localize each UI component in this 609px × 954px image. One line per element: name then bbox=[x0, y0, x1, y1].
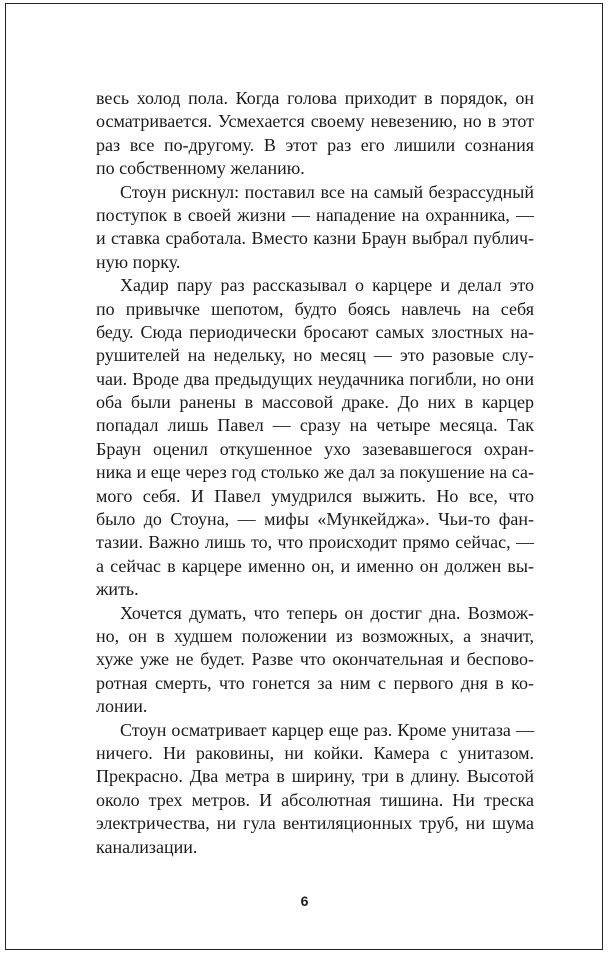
text-line: Прекрасно. Два метра в ширину, три в длину. Высотой bbox=[96, 766, 534, 787]
page-number: 6 bbox=[300, 893, 309, 909]
text-line: попадал лишь Павел — сразу на четыре месяца. Так bbox=[96, 415, 534, 436]
text-line: Хадир пару раз рассказывал о карцере и делал это bbox=[120, 275, 534, 296]
text-line: по привычке шепотом, будто боясь навлечь на себя bbox=[96, 298, 534, 319]
text-line: было до Стоуна, — мифы «Мункейджа». Чьи-то фан- bbox=[96, 509, 534, 530]
text-line: электричества, ни гула вентиляционных труб, ни шума bbox=[96, 813, 534, 834]
text-line: хуже уже не будет. Разве что окончательная и беспово- bbox=[96, 649, 534, 670]
text-line: оба были ранены в массовой драке. До них в карцер bbox=[96, 392, 534, 413]
text-line: беду. Сюда периодически бросают самых злостных на- bbox=[96, 321, 534, 342]
text-line: и ставка сработала. Вместо казни Браун выбрал публич- bbox=[96, 228, 534, 249]
text-line: Хочется думать, что теперь он достиг дна. Возмож- bbox=[120, 602, 534, 623]
text-line: раз все по-другому. В этот раз его лишили сознания bbox=[96, 134, 534, 155]
text-line: тазии. Важно лишь то, что происходит прямо сейчас, — bbox=[96, 532, 534, 553]
text-line: ника и еще через год столько же дал за покушение на са- bbox=[96, 462, 534, 483]
text-line: рушителей на недельку, но месяц — это разовые слу- bbox=[96, 345, 534, 366]
text-line: лонии. bbox=[96, 696, 148, 717]
text-line: осматривается. Усмехается своему невезению, но в этот bbox=[96, 111, 534, 132]
text-line: ротная смерть, что гонется за ним с первого дня в ко- bbox=[96, 672, 534, 693]
text-line: Стоун осматривает карцер еще раз. Кроме унитаза — bbox=[120, 719, 534, 740]
text-line: но, он в худшем положении из возможных, а значит, bbox=[96, 625, 534, 646]
text-line: а сейчас в карцере именно он, и именно он должен вы- bbox=[96, 555, 534, 576]
text-line: ную порку. bbox=[96, 251, 181, 272]
text-line: мого себя. И Павел умудрился выжить. Но все, что bbox=[96, 485, 534, 506]
text-line: канализации. bbox=[96, 836, 198, 857]
body-text bbox=[96, 87, 534, 859]
text-line: Браун оценил откушенное ухо зазевавшегося охран- bbox=[96, 438, 534, 459]
text-line: по собственному желанию. bbox=[96, 158, 305, 179]
text-line: Стоун рискнул: поставил все на самый безрассудный bbox=[120, 181, 534, 202]
text-line: чаи. Вроде два предыдущих неудачника погибли, но они bbox=[96, 368, 534, 389]
text-line: поступок в своей жизни — нападение на охранника, — bbox=[96, 204, 534, 225]
text-line: жить. bbox=[96, 579, 139, 600]
text-line: около трех метров. И абсолютная тишина. Ни треска bbox=[96, 789, 534, 810]
text-line: весь холод пола. Когда голова приходит в порядок, он bbox=[96, 88, 534, 108]
text-line: ничего. Ни раковины, ни койки. Камера с унитазом. bbox=[96, 742, 534, 763]
